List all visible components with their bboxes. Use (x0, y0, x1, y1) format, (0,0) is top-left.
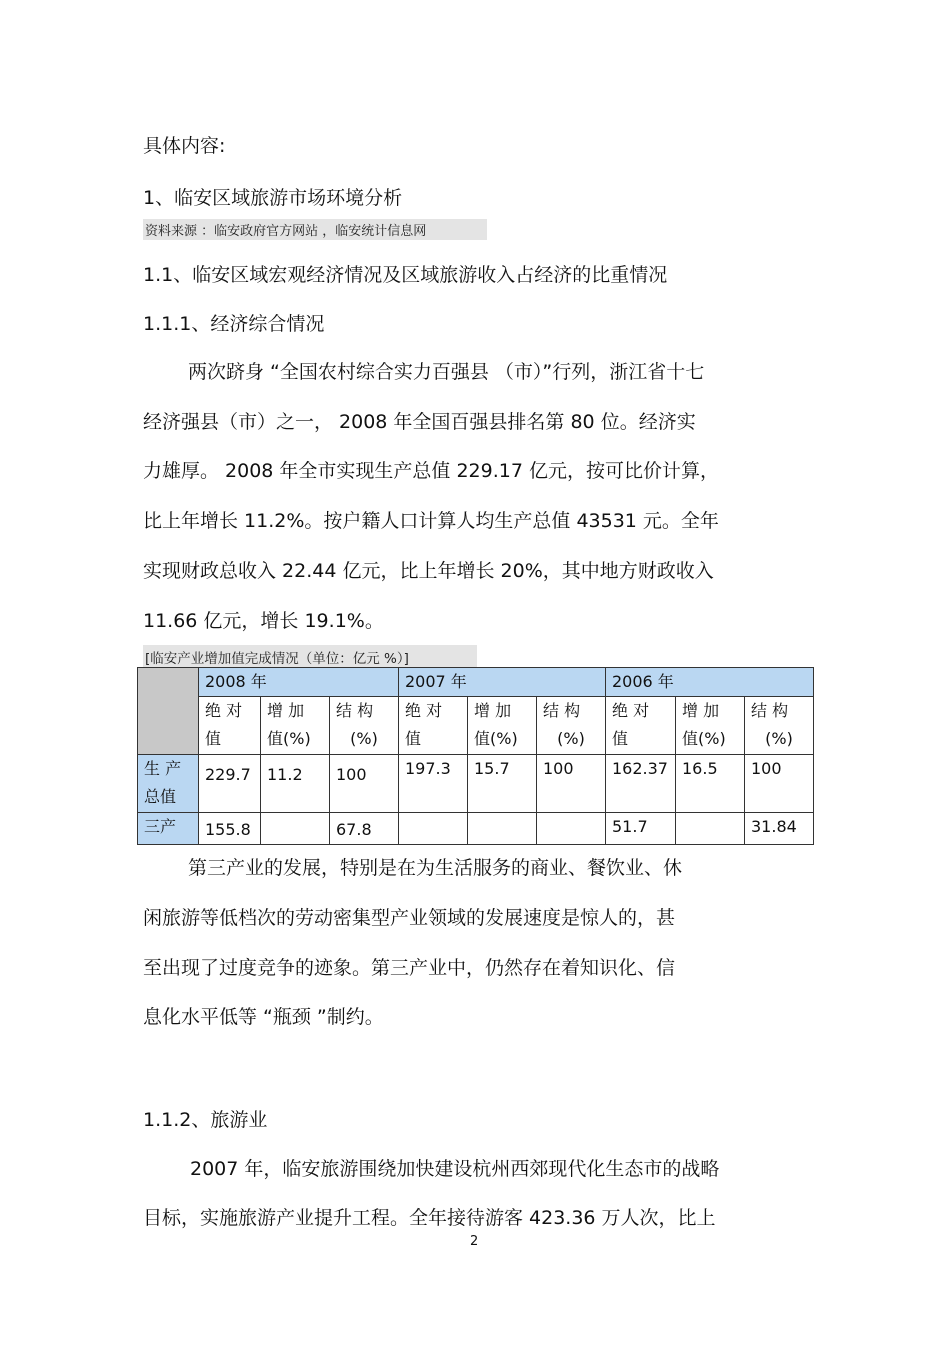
table-cell (676, 813, 745, 845)
section-heading-1-1-2: 1.1.2、旅游业 (143, 1109, 268, 1131)
year-header: 2006 年 (606, 668, 814, 697)
page-number: 2 (470, 1234, 479, 1249)
table-cell: 51.7 (606, 813, 676, 845)
paragraph-line: 至出现了过度竞争的迹象。第三产业中，仍然存在着知识化、信 (143, 957, 676, 979)
intro-heading: 具体内容: (143, 135, 226, 157)
year-header: 2008 年 (199, 668, 399, 697)
table-cell: 100 (537, 755, 606, 813)
section-heading-1: 1、临安区域旅游市场环境分析 (143, 187, 403, 209)
paragraph-line: 第三产业的发展，特别是在为生活服务的商业、餐饮业、休 (188, 857, 683, 879)
subheader-structure: 结 构 (%) (745, 697, 814, 755)
table-subheader-row (138, 697, 814, 755)
paragraph-line: 经济强县（市）之一， 2008 年全国百强县排名第 80 位。经济实 (143, 411, 696, 433)
paragraph-line: 实现财政总收入 22.44 亿元，比上年增长 20%，其中地方财政收入 (143, 560, 714, 582)
table-caption: [临安产业增加值完成情况（单位：亿元 %）] (143, 645, 477, 669)
table-cell (261, 813, 330, 845)
paragraph-line: 比上年增长 11.2%。按户籍人口计算人均生产总值 43531 元。全年 (143, 510, 719, 532)
table-cell: 100 (330, 755, 399, 813)
table-cell (537, 813, 606, 845)
subheader-absolute: 绝 对 值 (399, 697, 468, 755)
table-cell: 31.84 (745, 813, 814, 845)
source-note: 资料来源 ：临安政府官方网站 ，临安统计信息网 (143, 219, 487, 240)
subheader-structure: 结 构 (%) (330, 697, 399, 755)
row-label-tertiary: 三产 (138, 813, 199, 845)
table-row (138, 813, 814, 845)
table-cell: 67.8 (330, 813, 399, 845)
table-cell: 229.7 (199, 755, 261, 813)
subheader-absolute: 绝 对 值 (199, 697, 261, 755)
table-cell: 16.5 (676, 755, 745, 813)
subheader-absolute: 绝 对 值 (606, 697, 676, 755)
subheader-growth: 增 加 值(%) (261, 697, 330, 755)
paragraph-line: 息化水平低等 “瓶颈 ”制约。 (143, 1006, 384, 1028)
table-cell: 11.2 (261, 755, 330, 813)
table-cell: 100 (745, 755, 814, 813)
subheader-growth: 增 加 值(%) (468, 697, 537, 755)
section-heading-1-1: 1.1、临安区域宏观经济情况及区域旅游收入占经济的比重情况 (143, 264, 668, 286)
table-row (138, 755, 814, 813)
table-cell (399, 813, 468, 845)
paragraph-line: 2007 年，临安旅游围绕加快建设杭州西郊现代化生态市的战略 (190, 1158, 720, 1180)
paragraph-line: 闲旅游等低档次的劳动密集型产业领域的发展速度是惊人的，甚 (143, 907, 676, 929)
table-corner-cell (138, 668, 199, 755)
paragraph-line: 力雄厚。 2008 年全市实现生产总值 229.17 亿元，按可比价计算， (143, 460, 719, 482)
table-cell (468, 813, 537, 845)
section-heading-1-1-1: 1.1.1、经济综合情况 (143, 313, 325, 335)
year-header: 2007 年 (399, 668, 606, 697)
paragraph-line: 目标，实施旅游产业提升工程。全年接待游客 423.36 万人次，比上 (143, 1207, 716, 1229)
table-cell: 15.7 (468, 755, 537, 813)
subheader-structure: 结 构 (%) (537, 697, 606, 755)
industry-value-table (137, 667, 814, 845)
table-cell: 162.37 (606, 755, 676, 813)
row-label-gdp: 生 产 总值 (138, 755, 199, 813)
table-year-row (138, 668, 814, 697)
paragraph-line: 11.66 亿元，增长 19.1%。 (143, 610, 384, 632)
paragraph-line: 两次跻身 “全国农村综合实力百强县 （市）”行列，浙江省十七 (188, 361, 705, 383)
table-cell: 197.3 (399, 755, 468, 813)
table-cell: 155.8 (199, 813, 261, 845)
subheader-growth: 增 加 值(%) (676, 697, 745, 755)
